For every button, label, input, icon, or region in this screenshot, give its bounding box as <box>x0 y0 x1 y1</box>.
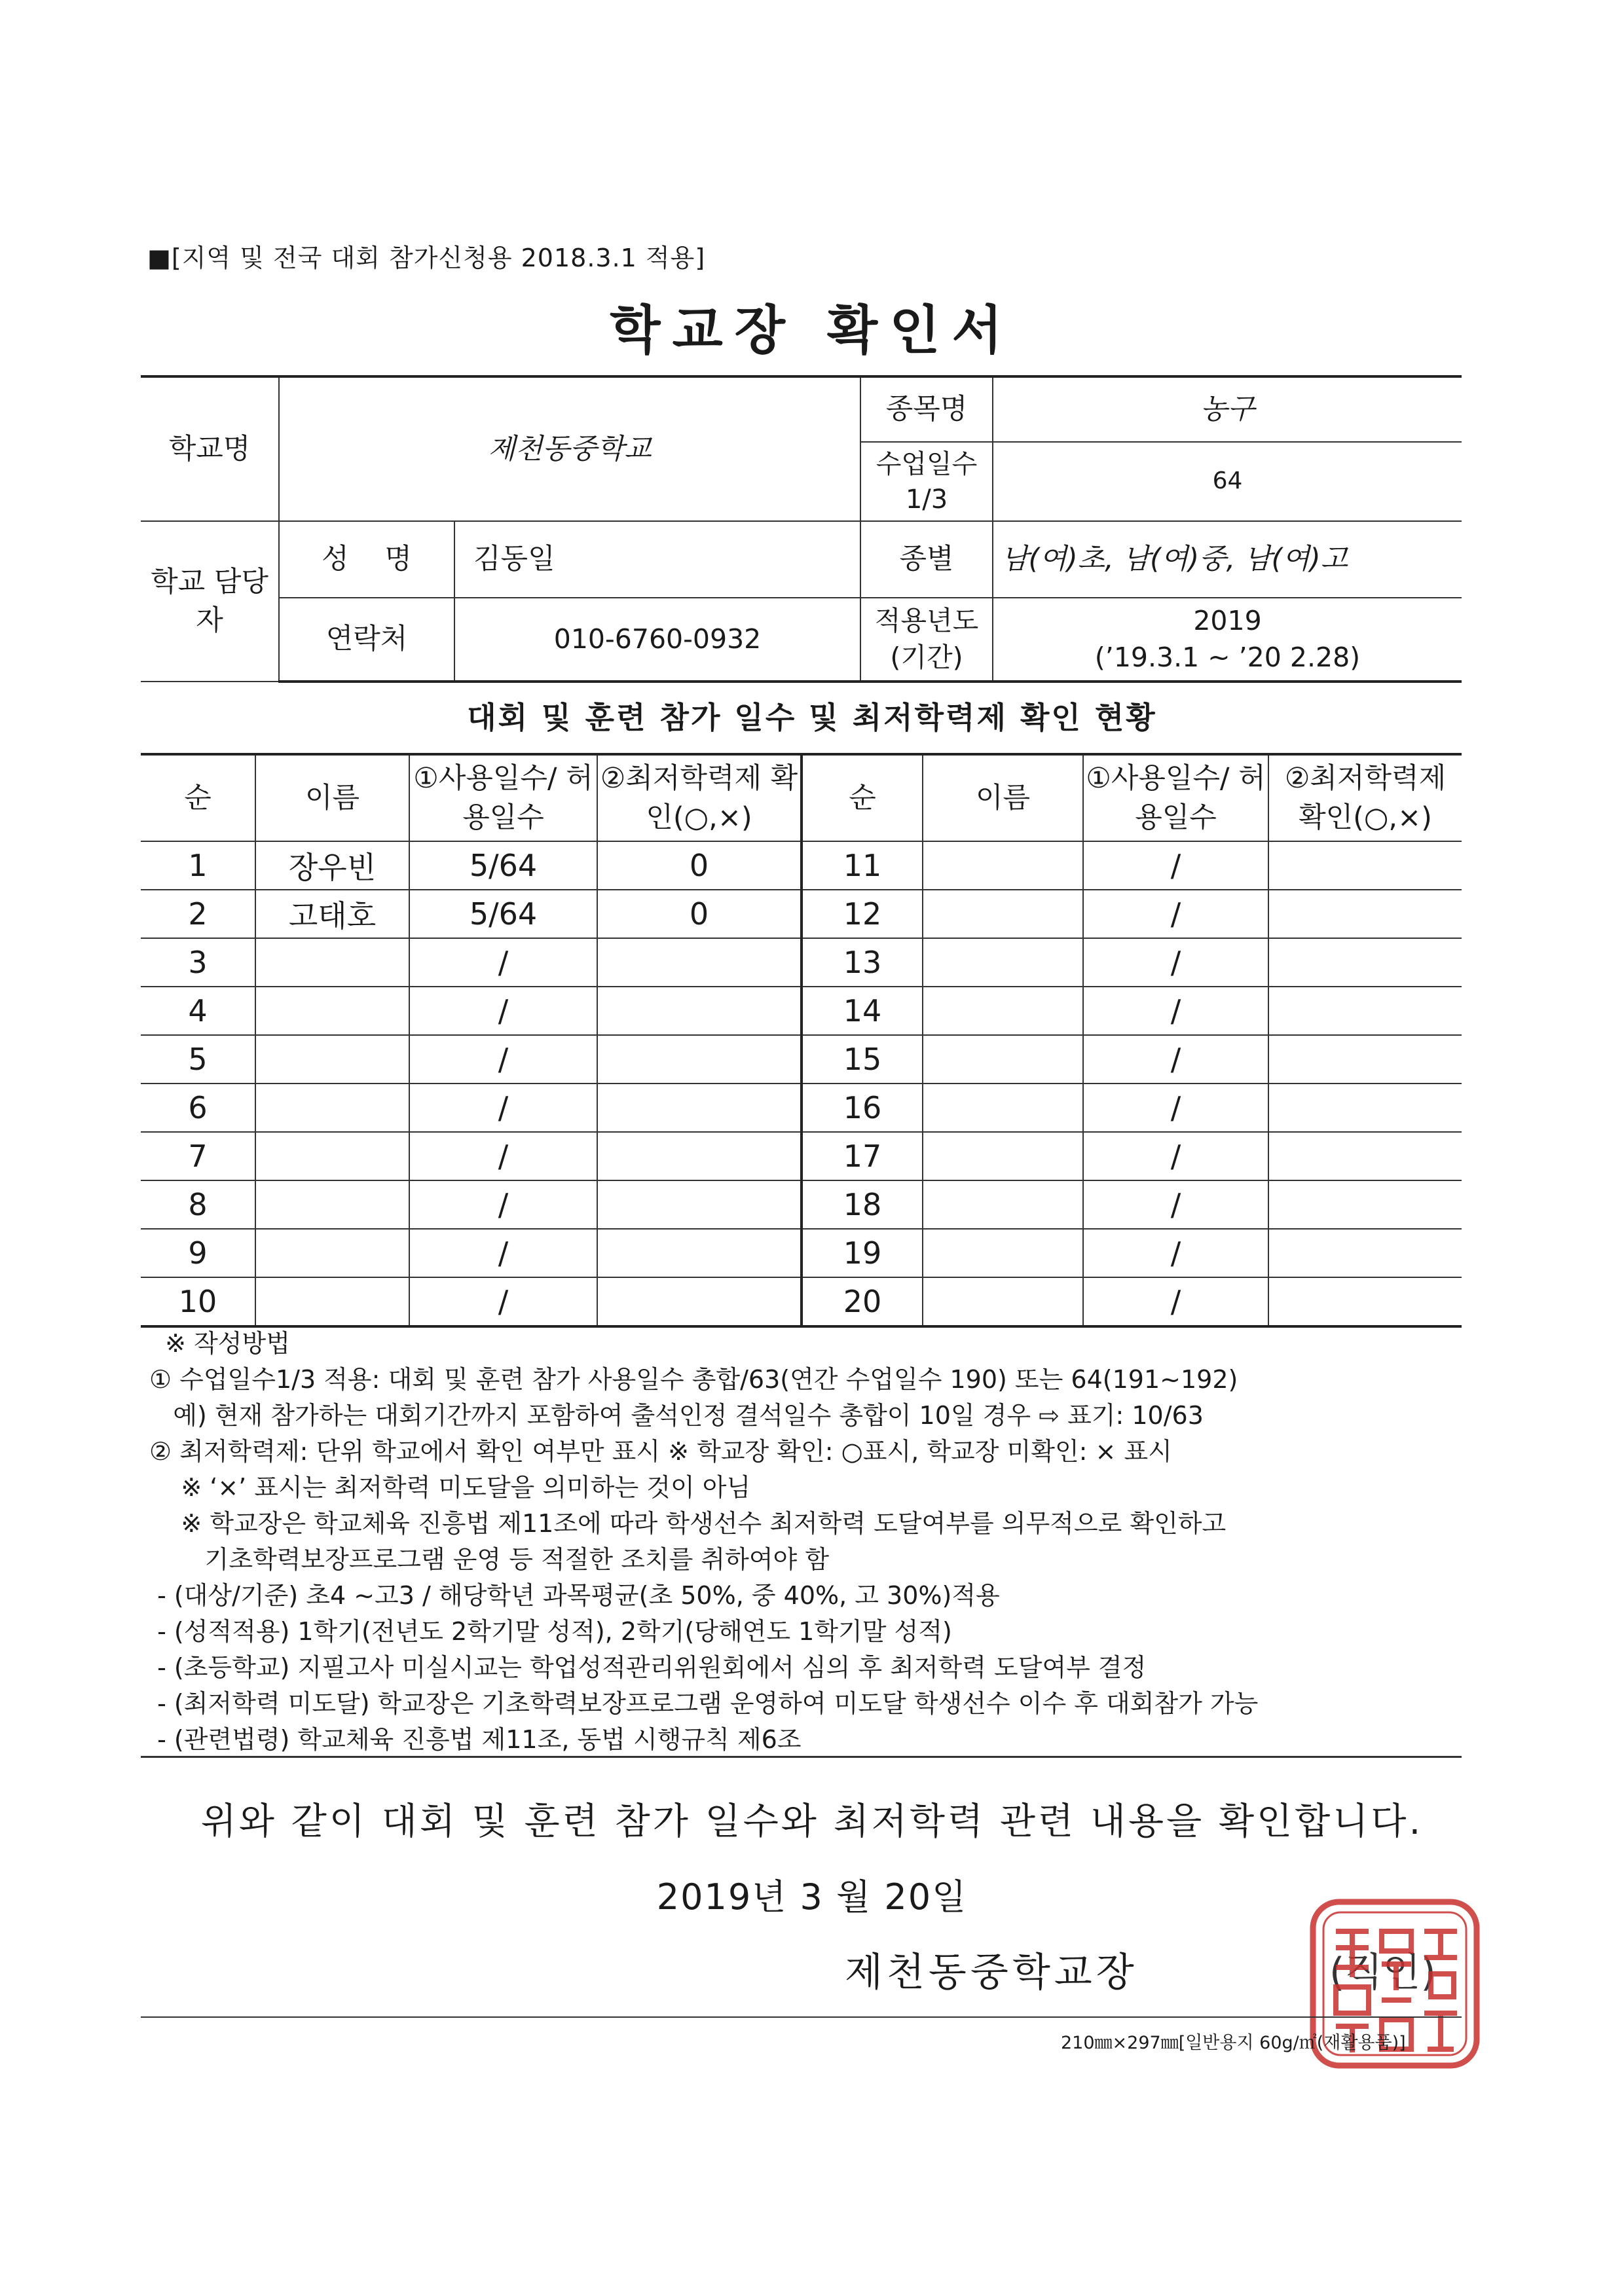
instruction-line: ② 최저학력제: 단위 학교에서 확인 여부만 표시 ※ 학교장 확인: ○표시, 학교장 미확인: × 표시 <box>149 1437 1172 1466</box>
cell-check <box>597 1035 802 1084</box>
cell-name <box>923 1084 1083 1132</box>
divider <box>141 1756 1462 1758</box>
cell-no: 7 <box>141 1132 255 1180</box>
seal-label: (직인) <box>1329 1950 1436 1995</box>
cell-no: 16 <box>802 1084 923 1132</box>
table-row <box>141 1084 1462 1132</box>
cell-check <box>1268 987 1462 1035</box>
cell-days: 5/64 <box>409 841 597 890</box>
cell-check <box>1268 938 1462 987</box>
cell-days: / <box>1083 1035 1268 1084</box>
col-no-header: 순 <box>802 754 923 841</box>
cell-no: 19 <box>802 1229 923 1277</box>
year-value: 2019 <box>1193 605 1262 637</box>
cell-no: 12 <box>802 890 923 938</box>
cell-no: 8 <box>141 1180 255 1229</box>
cell-no: 5 <box>141 1035 255 1084</box>
writing-instructions <box>149 1326 1466 1758</box>
contact-phone-value: 010-6760-0932 <box>454 598 860 682</box>
cell-check <box>597 1084 802 1132</box>
cell-no: 6 <box>141 1084 255 1132</box>
cell-name: 고태호 <box>255 890 409 938</box>
cell-check: 0 <box>597 890 802 938</box>
category-value: 남(여)초, 남(여)중, 남(여)고 <box>993 521 1462 598</box>
cell-no: 4 <box>141 987 255 1035</box>
cell-name <box>255 938 409 987</box>
class-days-label: 수업일수 1/3 <box>860 442 993 521</box>
paper-spec-footer: 210㎜×297㎜[일반용지 60g/㎡(재활용품)] <box>1061 2033 1406 2053</box>
school-label: 학교명 <box>141 376 279 521</box>
cell-days: / <box>409 1035 597 1084</box>
cell-check <box>1268 890 1462 938</box>
instruction-line: - (관련법령) 학교체육 진흥법 제11조, 동법 시행규칙 제6조 <box>149 1725 802 1754</box>
school-name: 제천동중학교 <box>279 376 860 521</box>
cell-check <box>597 1132 802 1180</box>
table-row <box>141 1132 1462 1180</box>
contact-name-label: 성 명 <box>279 521 454 598</box>
table-row <box>141 938 1462 987</box>
cell-days: / <box>409 1180 597 1229</box>
cell-name <box>923 1229 1083 1277</box>
cell-check <box>597 1180 802 1229</box>
col-days-header: ①사용일수/ 허용일수 <box>1083 754 1268 841</box>
cell-days: / <box>1083 1277 1268 1326</box>
cell-days: / <box>409 1084 597 1132</box>
cell-no: 2 <box>141 890 255 938</box>
cell-no: 13 <box>802 938 923 987</box>
table-row <box>141 890 1462 938</box>
instruction-line: ※ 작성방법 <box>149 1329 290 1358</box>
event-label: 종목명 <box>860 376 993 442</box>
cell-no: 20 <box>802 1277 923 1326</box>
cell-days: / <box>1083 1180 1268 1229</box>
table-row <box>141 1035 1462 1084</box>
cell-check <box>1268 1229 1462 1277</box>
cell-days: / <box>1083 938 1268 987</box>
cell-no: 17 <box>802 1132 923 1180</box>
period-value: (’19.3.1 ~ ’20 2.28) <box>1094 641 1361 673</box>
cell-days: / <box>409 938 597 987</box>
cell-days: / <box>1083 987 1268 1035</box>
cell-no: 9 <box>141 1229 255 1277</box>
confirmation-statement: 위와 같이 대회 및 훈련 참가 일수와 최저학력 관련 내용을 확인합니다. <box>200 1800 1424 1843</box>
table-row <box>141 1277 1462 1326</box>
cell-no: 14 <box>802 987 923 1035</box>
document-title: 학교장 확인서 <box>610 300 1014 361</box>
instruction-line: ① 수업일수1/3 적용: 대회 및 훈련 참가 사용일수 총합/63(연간 수업일수 190) 또는 64(191~192) <box>149 1365 1238 1394</box>
cell-name <box>923 1277 1083 1326</box>
instruction-line: ※ 학교장은 학교체육 진흥법 제11조에 따라 학생선수 최저학력 도달여부를 의무적으로 확인하고 <box>149 1509 1227 1538</box>
cell-check <box>597 938 802 987</box>
cell-name <box>923 1035 1083 1084</box>
cell-no: 15 <box>802 1035 923 1084</box>
category-label: 종별 <box>860 521 993 598</box>
cell-name <box>923 890 1083 938</box>
col-days-header: ①사용일수/ 허용일수 <box>409 754 597 841</box>
cell-check <box>597 1229 802 1277</box>
cell-days: / <box>1083 1132 1268 1180</box>
section-title: 대회 및 훈련 참가 일수 및 최저학력제 확인 현황 <box>467 700 1157 735</box>
col-name-header: 이름 <box>255 754 409 841</box>
cell-name <box>923 987 1083 1035</box>
contact-name-value: 김동일 <box>454 521 860 598</box>
cell-name <box>923 938 1083 987</box>
col-check-header: ②최저학력제 확인(○,×) <box>1268 754 1462 841</box>
table-row <box>141 841 1462 890</box>
cell-name <box>923 841 1083 890</box>
cell-name <box>923 1180 1083 1229</box>
cell-check: 0 <box>597 841 802 890</box>
cell-check <box>1268 1277 1462 1326</box>
cell-days: / <box>409 1132 597 1180</box>
cell-no: 18 <box>802 1180 923 1229</box>
col-no-header: 순 <box>141 754 255 841</box>
table-row <box>141 1229 1462 1277</box>
cell-no: 3 <box>141 938 255 987</box>
cell-name <box>255 1277 409 1326</box>
year-label: 적용년도 (기간) <box>860 598 993 682</box>
issue-date: 2019년 3 월 20일 <box>656 1876 968 1918</box>
cell-name <box>923 1132 1083 1180</box>
cell-days: / <box>1083 890 1268 938</box>
cell-days: / <box>409 987 597 1035</box>
form-header-note: ■[지역 및 전국 대회 참가신청용 2018.3.1 적용] <box>147 244 706 272</box>
contact-phone-label: 연락처 <box>279 598 454 682</box>
cell-check <box>1268 1180 1462 1229</box>
cell-days: / <box>409 1277 597 1326</box>
cell-name <box>255 1180 409 1229</box>
cell-days: 5/64 <box>409 890 597 938</box>
cell-days: / <box>409 1229 597 1277</box>
cell-check <box>597 1277 802 1326</box>
table-row <box>141 1180 1462 1229</box>
contact-group-label: 학교 담당자 <box>141 521 279 682</box>
cell-check <box>1268 1035 1462 1084</box>
instruction-line: 기초학력보장프로그램 운영 등 적절한 조치를 취하여야 함 <box>149 1545 830 1574</box>
table-row <box>141 987 1462 1035</box>
roster-table <box>141 753 1462 1328</box>
cell-name <box>255 1035 409 1084</box>
instruction-line: 예) 현재 참가하는 대회기간까지 포함하여 출석인정 결석일수 총합이 10일 경우 ⇨ 표기: 10/63 <box>149 1401 1204 1430</box>
event-value: 농구 <box>993 376 1462 442</box>
cell-check <box>1268 1132 1462 1180</box>
cell-days: / <box>1083 841 1268 890</box>
cell-name <box>255 987 409 1035</box>
cell-no: 10 <box>141 1277 255 1326</box>
class-days-value: 64 <box>993 442 1462 521</box>
cell-name <box>255 1132 409 1180</box>
instruction-line: - (최저학력 미도달) 학교장은 기초학력보장프로그램 운영하여 미도달 학생선수 이수 후 대회참가 가능 <box>149 1689 1259 1718</box>
cell-days: / <box>1083 1229 1268 1277</box>
instruction-line: - (대상/기준) 초4 ~고3 / 해당학년 과목평균(초 50%, 중 40%, 고 30%)적용 <box>149 1581 1000 1610</box>
cell-no: 1 <box>141 841 255 890</box>
instruction-line: ※ ‘×’ 표시는 최저학력 미도달을 의미하는 것이 아님 <box>149 1473 751 1502</box>
cell-name <box>255 1084 409 1132</box>
principal-title: 제천동중학교장 <box>845 1950 1138 1995</box>
cell-days: / <box>1083 1084 1268 1132</box>
info-table <box>141 375 1462 683</box>
col-name-header: 이름 <box>923 754 1083 841</box>
col-check-header: ②최저학력제 확인(○,×) <box>597 754 802 841</box>
footer-divider <box>141 2016 1462 2018</box>
cell-check <box>1268 1084 1462 1132</box>
instruction-line: - (성적적용) 1학기(전년도 2학기말 성적), 2학기(당해연도 1학기말 성적) <box>149 1617 952 1646</box>
cell-name <box>255 1229 409 1277</box>
cell-check <box>1268 841 1462 890</box>
cell-check <box>597 987 802 1035</box>
cell-no: 11 <box>802 841 923 890</box>
cell-name: 장우빈 <box>255 841 409 890</box>
instruction-line: - (초등학교) 지필고사 미실시교는 학업성적관리위원회에서 심의 후 최저학력 도달여부 결정 <box>149 1653 1147 1682</box>
